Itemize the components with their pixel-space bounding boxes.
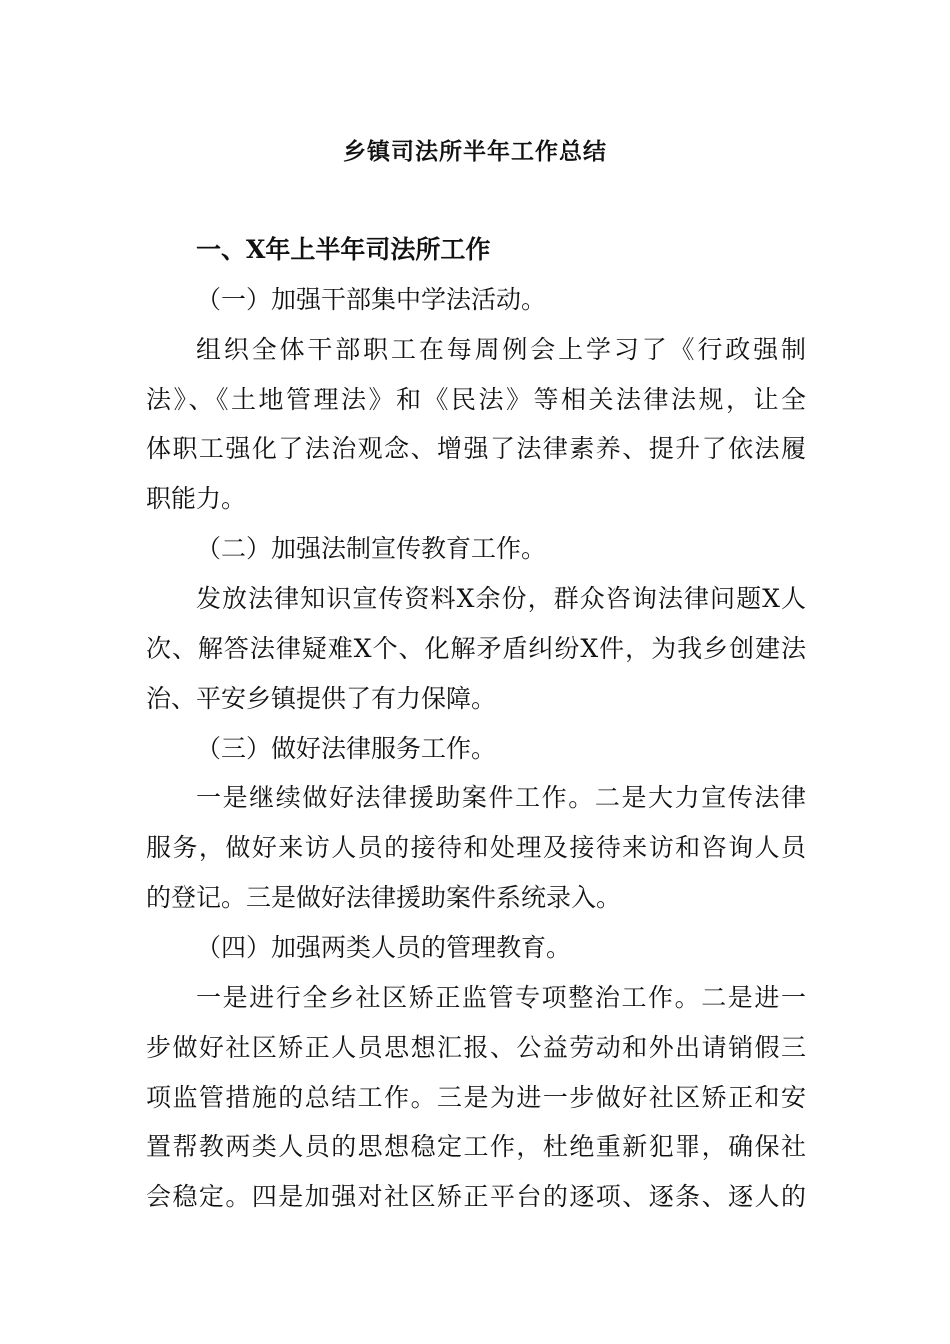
paragraph-line: 的登记。三是做好法律援助案件系统录入。: [146, 883, 622, 912]
subsection-title-1: （一）加强干部集中学法活动。: [196, 285, 547, 314]
paragraph-line: 治、平安乡镇提供了有力保障。: [146, 684, 497, 713]
paragraph-line: 发放法律知识宣传资料X余份，群众咨询法律问题X人: [196, 584, 806, 613]
paragraph-line: 次、解答法律疑难X个、化解矛盾纠纷X件，为我乡创建法: [146, 634, 806, 663]
section-heading: 一、X年上半年司法所工作: [196, 235, 491, 264]
document-title: 乡镇司法所半年工作总结: [343, 138, 607, 165]
paragraph-line: 步做好社区矫正人员思想汇报、公益劳动和外出请销假三: [146, 1033, 806, 1062]
paragraph-line: 职能力。: [146, 484, 247, 513]
paragraph-line: 置帮教两类人员的思想稳定工作，杜绝重新犯罪，确保社: [146, 1132, 806, 1161]
paragraph-line: 体职工强化了法治观念、增强了法律素养、提升了依法履: [146, 434, 806, 463]
subsection-title-3: （三）做好法律服务工作。: [196, 734, 497, 763]
paragraph-line: 法》、《土地管理法》和《民法》等相关法律法规，让全: [146, 385, 806, 414]
paragraph-line: 会稳定。四是加强对社区矫正平台的逐项、逐条、逐人的: [146, 1182, 806, 1211]
paragraph-line: 一是进行全乡社区矫正监管专项整治工作。二是进一: [196, 983, 806, 1012]
subsection-title-2: （二）加强法制宣传教育工作。: [196, 534, 547, 563]
subsection-title-4: （四）加强两类人员的管理教育。: [196, 933, 572, 962]
paragraph-line: 一是继续做好法律援助案件工作。二是大力宣传法律: [196, 783, 806, 812]
paragraph-line: 组织全体干部职工在每周例会上学习了《行政强制: [196, 335, 806, 364]
paragraph-line: 项监管措施的总结工作。三是为进一步做好社区矫正和安: [146, 1083, 806, 1112]
paragraph-line: 服务，做好来访人员的接待和处理及接待来访和咨询人员: [146, 833, 806, 862]
